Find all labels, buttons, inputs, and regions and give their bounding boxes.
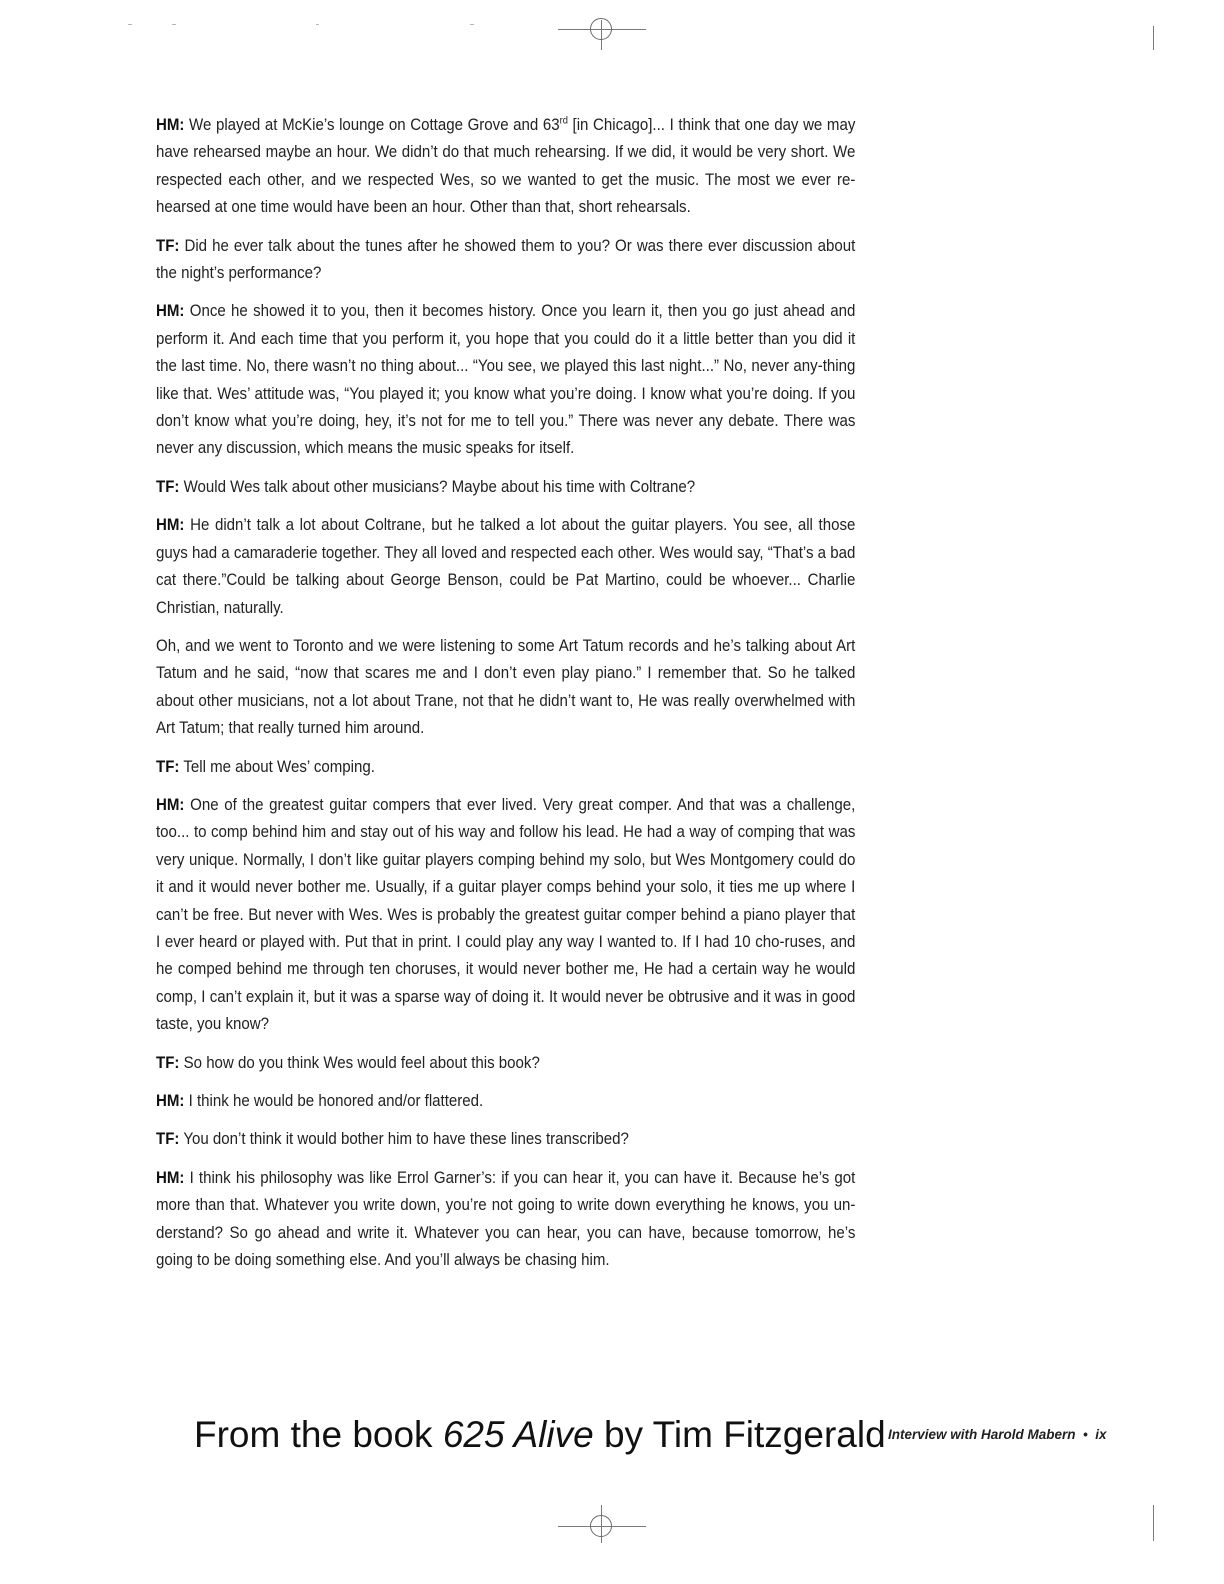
- top-registration-mark: [590, 18, 612, 40]
- book-credit-prefix: From the book: [194, 1414, 443, 1455]
- paragraph-text: [in Chicago]... I think that one day we may have rehearsed maybe an hour. We didn’t do that much rehearsing. If we did, it would be very short. We respected each other, and we respected Wes, so we wanted to get the music. The most we ever re-hearsed at one time would have been an hour. Other than that, short rehearsals.: [156, 116, 856, 217]
- paragraph: [156, 1050, 855, 1077]
- paragraph-text: We played at McKie’s lounge on Cottage Grove and 63: [184, 116, 560, 134]
- top-right-crop-mark: [1153, 26, 1154, 50]
- paragraph: [156, 512, 855, 622]
- paragraph: [156, 112, 855, 222]
- paragraph-text: He didn’t talk a lot about Coltrane, but he talked a lot about the guitar players. You see, all those guys had a camaraderie together. They all loved and respected each other. Wes would say, “That’s a bad cat there.”Could be talking about George Benson, could be Pat Martino, could be whoever... Charlie Christian, naturally.: [156, 516, 856, 617]
- paragraph-text: Would Wes talk about other musicians? Maybe about his time with Coltrane?: [179, 477, 696, 496]
- paragraph: [156, 1126, 855, 1153]
- paragraph-text: Once he showed it to you, then it becomes history. Once you learn it, then you go just ahead and perform it. And each time that you perform it, you hope that you could do it a little better than you did it the last time. No, there wasn’t no thing about... “You see, we played this last night...” No, never any-thing like that. Wes’ attitude was, “You played it; you know what you’re doing. I know what you’re doing. If you don’t know what you’re doing, hey, it’s not for me to tell you.” There was never any debate. There was never any discussion, which means the music speaks for itself.: [156, 302, 856, 458]
- bullet-separator: •: [1083, 1427, 1088, 1442]
- paragraph-text: So how do you think Wes would feel about this book?: [179, 1053, 540, 1072]
- speaker-label: HM:: [156, 1092, 185, 1110]
- speaker-label: HM:: [156, 302, 185, 321]
- book-credit-suffix: by Tim Fitzgerald: [593, 1414, 886, 1455]
- paragraph-text: Did he ever talk about the tunes after he showed them to you? Or was there ever discussion about the night’s performance?: [156, 236, 856, 283]
- paragraph: [156, 1165, 855, 1275]
- speaker-label: HM:: [156, 795, 185, 814]
- speaker-label: TF:: [156, 477, 180, 496]
- paragraph: [156, 298, 855, 462]
- bottom-registration-mark: [590, 1515, 612, 1537]
- paragraph: [156, 233, 855, 288]
- speaker-label: TF:: [156, 757, 180, 776]
- top-left-tick: [316, 24, 319, 25]
- top-left-tick: [172, 24, 176, 25]
- speaker-label: TF:: [156, 1130, 180, 1149]
- paragraph-text: You don’t think it would bother him to have these lines transcribed?: [179, 1130, 629, 1149]
- superscript: rd: [559, 115, 568, 127]
- bottom-right-crop-mark: [1153, 1505, 1154, 1541]
- speaker-label: HM:: [156, 1168, 185, 1187]
- paragraph: [156, 474, 855, 501]
- paragraph: [156, 754, 855, 781]
- book-credit: [194, 1414, 886, 1456]
- page-number: ix: [1095, 1427, 1107, 1442]
- running-head: Interview with Harold Mabern: [888, 1427, 1076, 1442]
- paragraph: [156, 792, 855, 1039]
- speaker-label: HM:: [156, 116, 185, 134]
- speaker-label: TF:: [156, 236, 180, 255]
- paragraph-text: Tell me about Wes’ comping.: [179, 757, 375, 776]
- speaker-label: TF:: [156, 1053, 180, 1072]
- paragraph-text: I think he would be honored and/or flattered.: [184, 1092, 484, 1110]
- top-left-tick: [470, 24, 474, 25]
- paragraph-text: I think his philosophy was like Errol Garner’s: if you can hear it, you can have it. Because he’s got more than that. Whatever you write down, you’re not going to write down everything he knows, you un-derstand? So go ahead and write it. Whatever you can hear, you can have, because tomorrow, he’s going to be doing something else. And you’ll always be chasing him.: [156, 1168, 856, 1270]
- speaker-label: HM:: [156, 516, 185, 535]
- paragraph-text: One of the greatest guitar compers that ever lived. Very great comper. And that was a challenge, too... to comp behind him and stay out of his way and follow his lead. He had a way of comping that was very unique. Normally, I don’t like guitar players comping behind my solo, but Wes Montgomery could do it and it would never bother me. Usually, if a guitar player comps behind your solo, it ties me up where I can’t be free. But never with Wes. Wes is probably the greatest guitar comper behind a piano player that I ever heard or played with. Put that in print. I could play any way I wanted to. If I had 10 cho-ruses, and he comped behind me through ten choruses, it would never bother me, He had a certain way he would comp, I can’t explain it, but it was a sparse way of doing it. It would never be obtrusive and it was in good taste, you know?: [156, 795, 856, 1034]
- book-title: 625 Alive: [442, 1414, 594, 1455]
- paragraph: [156, 633, 855, 743]
- interview-body: [156, 112, 855, 1285]
- top-left-tick: [128, 24, 132, 25]
- paragraph-text: Oh, and we went to Toronto and we were listening to some Art Tatum records and he’s talking about Art Tatum and he said, “now that scares me and I don’t even play piano.” I remember that. So he talked about other musicians, not a lot about Trane, not that he didn’t want to, He was really overwhelmed with Art Tatum; that really turned him around.: [156, 636, 856, 738]
- running-footer: [888, 1427, 1107, 1442]
- paragraph: [156, 1088, 855, 1115]
